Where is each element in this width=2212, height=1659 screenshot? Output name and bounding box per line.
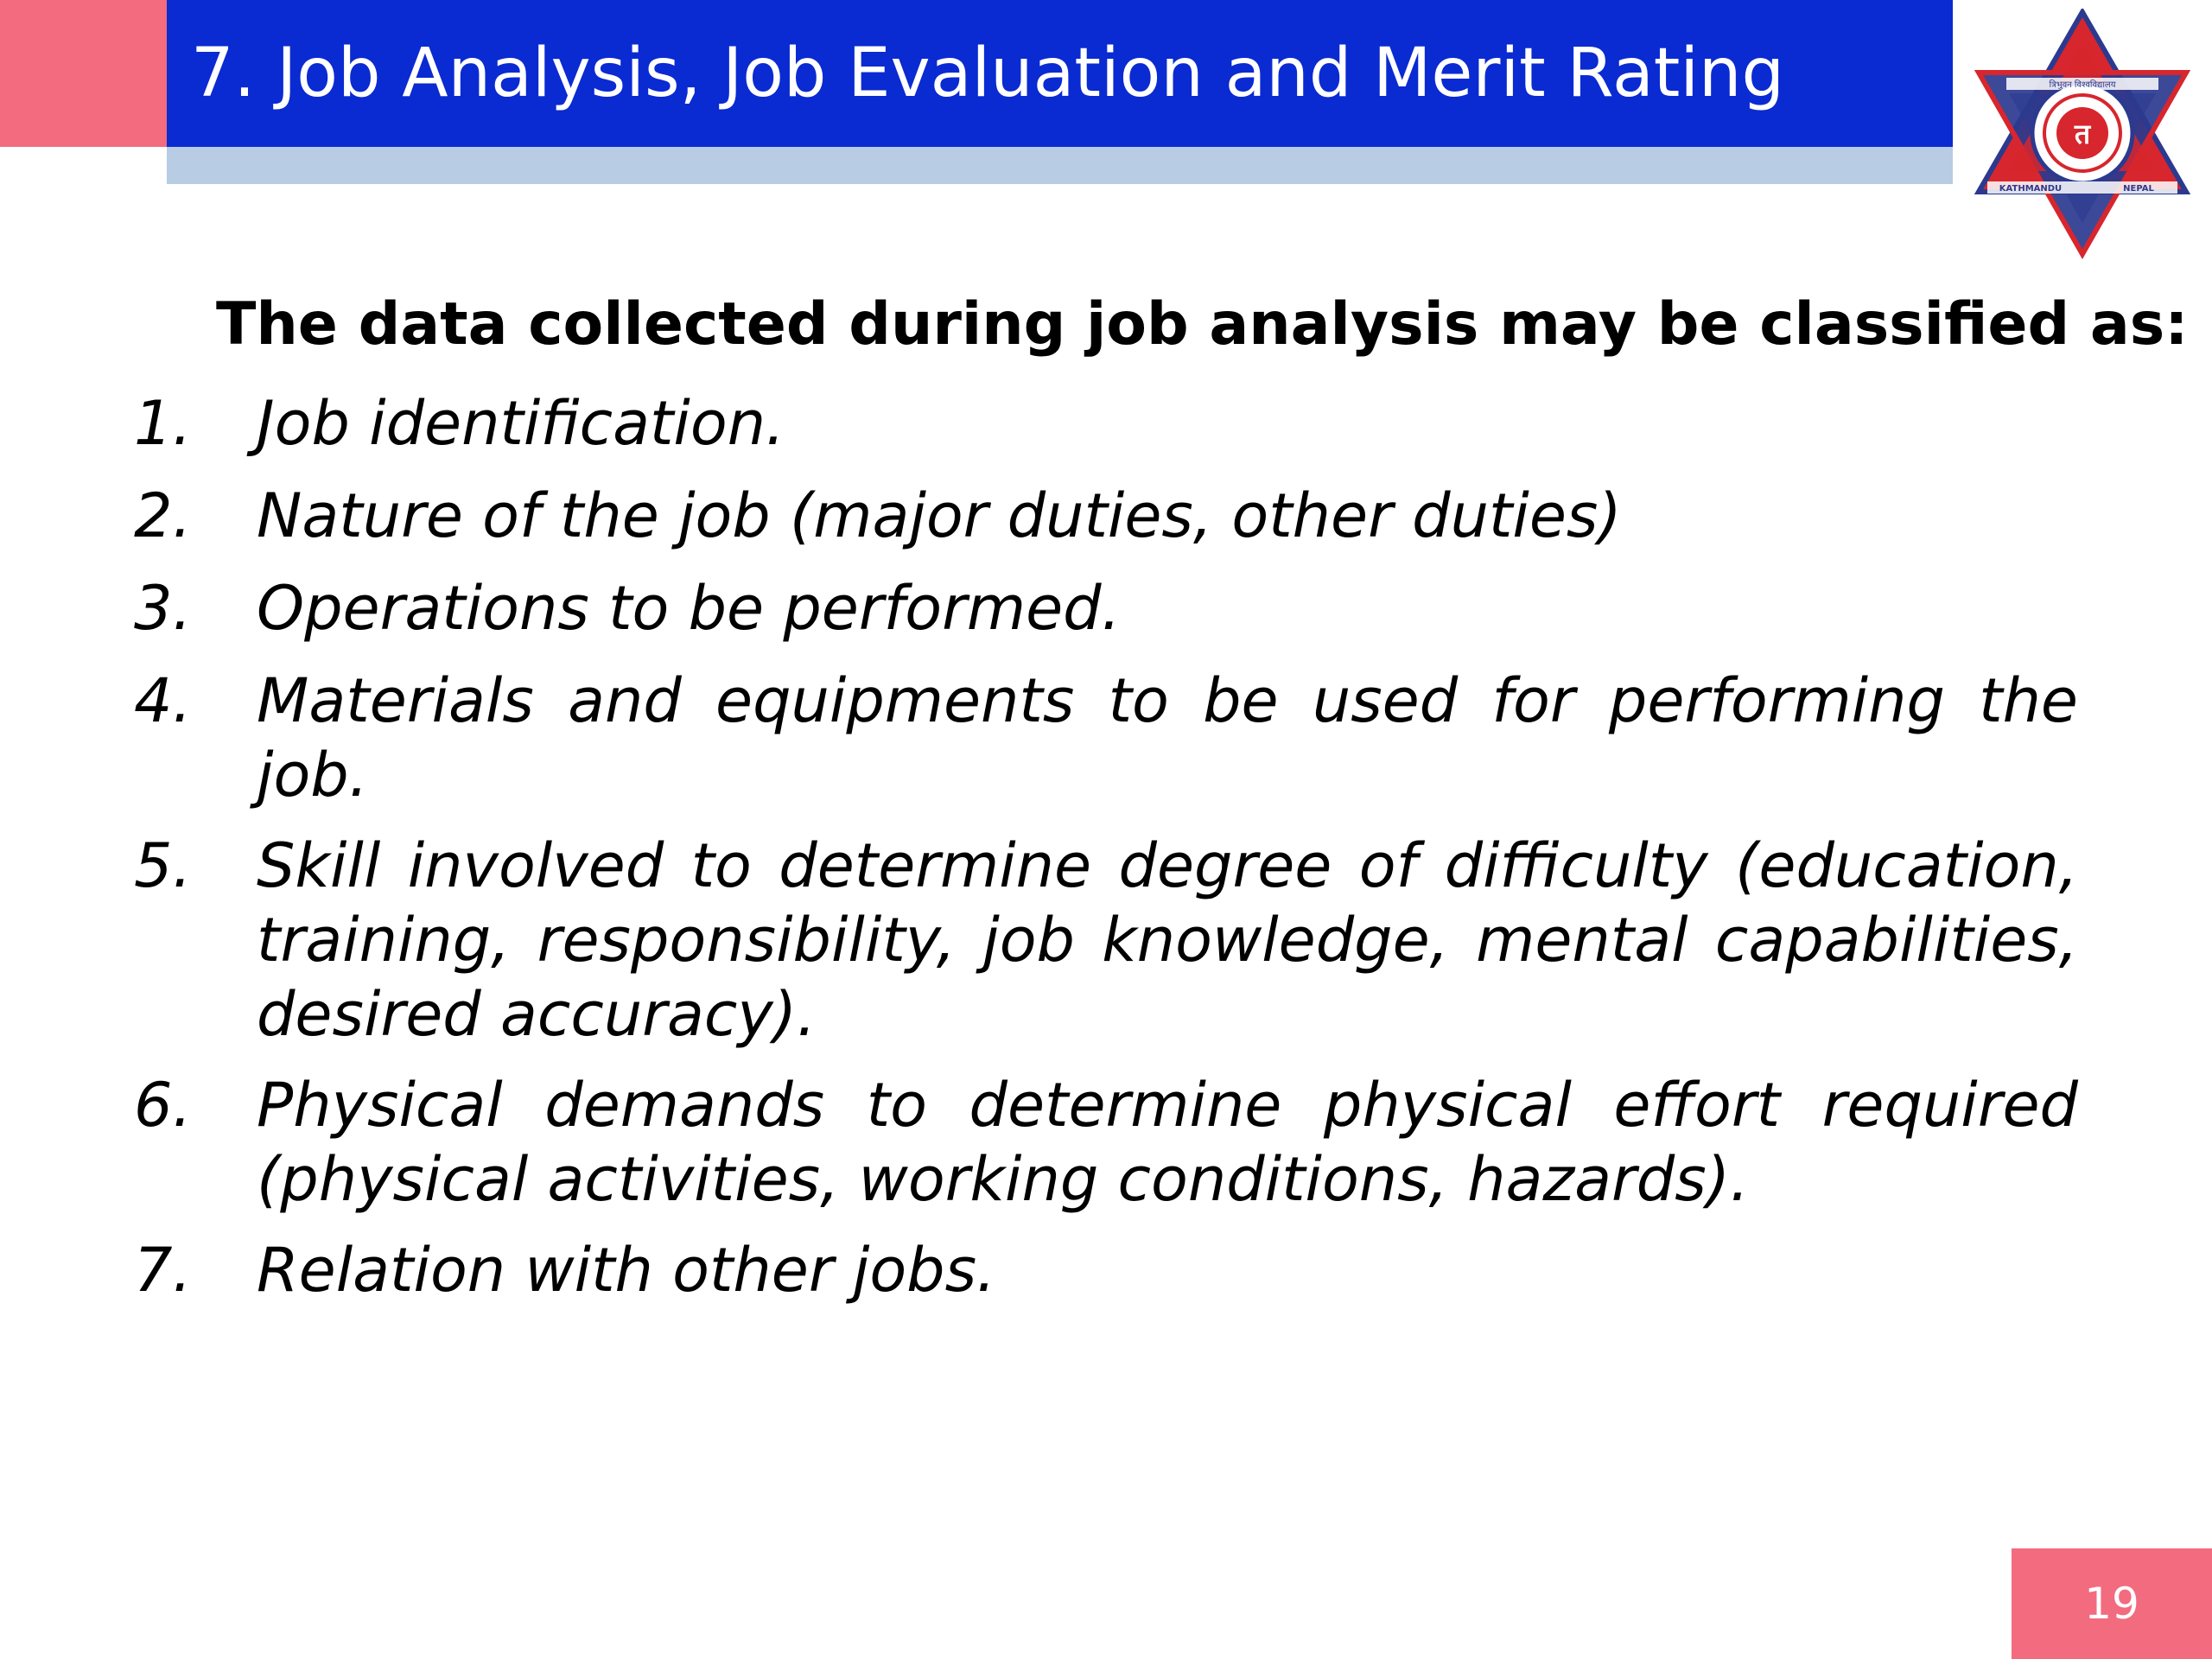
list-item <box>134 664 2078 812</box>
list-item <box>134 479 2078 553</box>
list-item <box>134 1068 2078 1217</box>
slide-title: 7. Job Analysis, Job Evaluation and Merit Rating <box>191 35 1785 112</box>
list-item-number: 1. <box>134 388 192 459</box>
list-item-text: Physical demands to determine physical effort required (physical activities, working conditions, hazards). <box>257 1070 2078 1215</box>
svg-text:NEPAL: NEPAL <box>2123 184 2154 194</box>
list-item-number: 5. <box>134 830 192 901</box>
list-item <box>134 386 2078 461</box>
list-item-number: 4. <box>134 665 192 736</box>
page-number-badge <box>2012 1548 2212 1659</box>
list-item-text: Materials and equipments to be used for performing the job. <box>257 665 2078 810</box>
list-item <box>134 829 2078 1052</box>
list-item-text: Job identification. <box>257 388 785 459</box>
list-item-text: Relation with other jobs. <box>257 1235 996 1306</box>
list-item-number: 6. <box>134 1070 192 1141</box>
list-item <box>134 571 2078 645</box>
list-item-text: Skill involved to determine degree of difficulty (education, training, responsibility, job knowledge, mental capabilities, desired accuracy). <box>257 830 2078 1050</box>
svg-text:KATHMANDU: KATHMANDU <box>1999 184 2063 194</box>
content-heading: The data collected during job analysis may be classified as: <box>216 290 2189 359</box>
list-item-text: Nature of the job (major duties, other duties) <box>257 480 1622 551</box>
list-item-number: 7. <box>134 1235 192 1306</box>
tribhuvan-university-logo-icon <box>1970 9 2195 259</box>
title-bar <box>167 0 1953 147</box>
list-item-text: Operations to be performed. <box>257 573 1121 644</box>
list-item-number: 3. <box>134 573 192 644</box>
title-underline <box>167 147 1953 184</box>
svg-text:त: त <box>2074 118 2091 150</box>
left-accent-block <box>0 0 167 147</box>
list-item-number: 2. <box>134 480 192 551</box>
page-number: 19 <box>2084 1579 2139 1629</box>
svg-text:त्रिभुवन विश्वविद्यालय: त्रिभुवन विश्वविद्यालय <box>2049 80 2116 90</box>
list-item <box>134 1233 2078 1307</box>
